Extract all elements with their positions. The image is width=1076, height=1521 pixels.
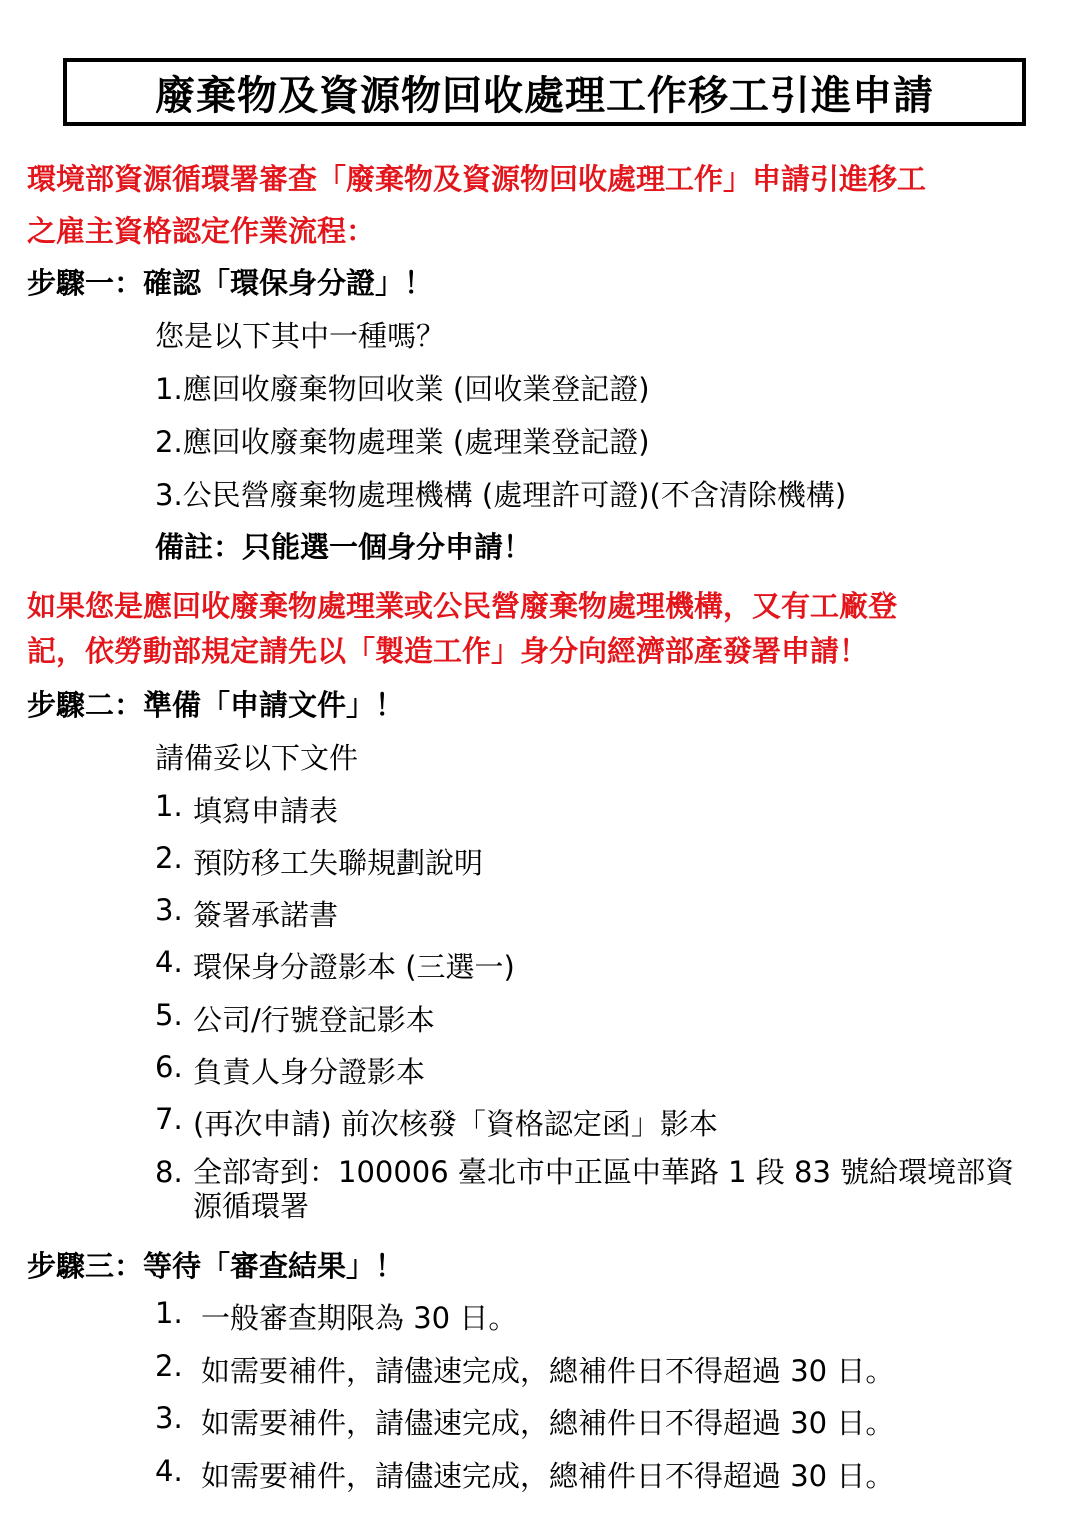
item-text: 簽署承諾書 (193, 898, 339, 932)
item-number: 4. (155, 1454, 183, 1488)
item-text: 全部寄到：100006 臺北市中正區中華路 1 段 83 號給環境部資源循環署 (193, 1155, 1015, 1223)
review-list-item (155, 1296, 517, 1337)
item-text: 填寫申請表 (193, 794, 339, 828)
warning-line-2: 記，依勞動部規定請先以「製造工作」身分向經濟部產發署申請！ (27, 634, 869, 668)
item-number: 4. (155, 945, 183, 979)
step1-item: 1.應回收廢棄物回收業 (回收業登記證) (155, 372, 650, 406)
item-number: 8. (155, 1155, 183, 1189)
item-text: 如需要補件，請儘速完成，總補件日不得超過 30 日。 (201, 1459, 895, 1493)
item-number: 6. (155, 1050, 183, 1084)
item-text: 環保身分證影本 (三選一) (193, 950, 515, 984)
review-list-item (155, 1454, 894, 1495)
item-number: 3. (155, 893, 183, 927)
document-list-item (155, 841, 483, 882)
item-text: 負責人身分證影本 (193, 1055, 426, 1089)
warning-line-1: 如果您是應回收廢棄物處理業或公民營廢棄物處理機構，又有工廠登 (27, 589, 898, 623)
title-box (63, 58, 1026, 126)
step3-heading: 步驟三：等待「審查結果」！ (27, 1249, 405, 1283)
step1-item: 2.應回收廢棄物處理業 (處理業登記證) (155, 425, 650, 459)
document-list-item (155, 1102, 718, 1143)
item-text: 一般審查期限為 30 日。 (201, 1301, 518, 1335)
page-title: 廢棄物及資源物回收處理工作移工引進申請 (155, 72, 934, 119)
item-text: 如需要補件，請儘速完成，總補件日不得超過 30 日。 (201, 1406, 895, 1440)
step2-heading: 步驟二：準備「申請文件」！ (27, 688, 405, 722)
step2-intro: 請備妥以下文件 (155, 741, 359, 775)
item-text: 預防移工失聯規劃說明 (193, 846, 484, 880)
item-text: 如需要補件，請儘速完成，總補件日不得超過 30 日。 (201, 1354, 895, 1388)
item-number: 7. (155, 1102, 183, 1136)
document-list-item (155, 789, 338, 830)
item-number: 2. (155, 1349, 183, 1383)
document-list-item (155, 945, 515, 986)
review-list-item (155, 1401, 894, 1442)
item-text: 公司/行號登記影本 (193, 1003, 435, 1037)
document-list-item (155, 893, 338, 934)
document-list-item (155, 1155, 1029, 1223)
step1-item: 3.公民營廢棄物處理機構 (處理許可證)(不含清除機構) (155, 478, 847, 512)
document-list-item (155, 998, 435, 1039)
item-number: 2. (155, 841, 183, 875)
item-number: 5. (155, 998, 183, 1032)
intro-line-2: 之雇主資格認定作業流程： (27, 214, 376, 248)
step1-question: 您是以下其中一種嗎？ (155, 319, 446, 353)
item-text: (再次申請) 前次核發「資格認定函」影本 (193, 1107, 718, 1141)
review-list-item (155, 1349, 894, 1390)
step1-note: 備註：只能選一個身分申請！ (155, 530, 533, 564)
item-number: 1. (155, 1296, 183, 1330)
item-number: 1. (155, 789, 183, 823)
intro-line-1: 環境部資源循環署審查「廢棄物及資源物回收處理工作」申請引進移工 (27, 162, 927, 196)
document-list-item (155, 1050, 425, 1091)
item-number: 3. (155, 1401, 183, 1435)
step1-heading: 步驟一：確認「環保身分證」！ (27, 266, 434, 300)
